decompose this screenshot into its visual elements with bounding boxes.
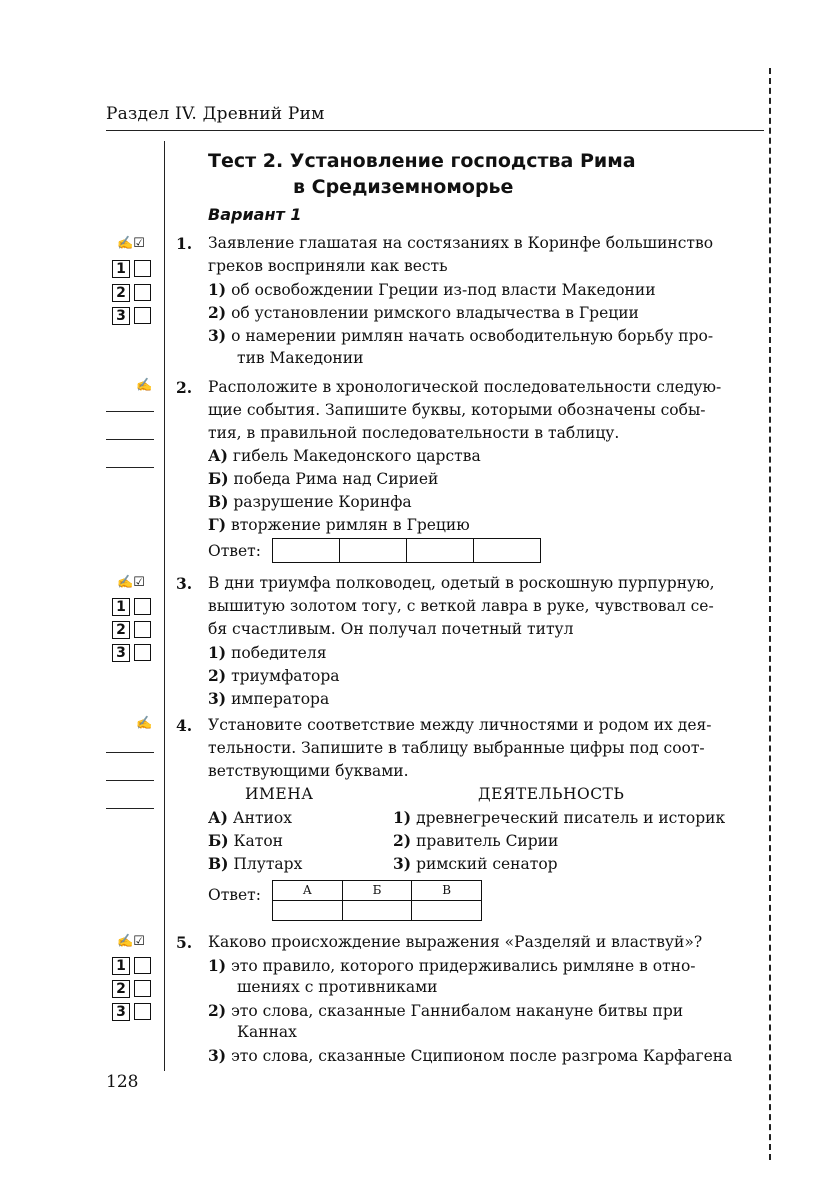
q2-text-line: щие события. Запишите буквы, которыми обозначены собы- (208, 401, 706, 419)
q2-answer-label: Ответ: (208, 542, 261, 560)
q4-answer-cell[interactable] (343, 901, 413, 920)
margin-divider (164, 141, 165, 1071)
q5-answer-number-2: 2 (112, 980, 130, 998)
q3-answer-number-3: 3 (112, 644, 130, 662)
q2-write-line-2[interactable] (106, 439, 154, 440)
q2-answer-cell[interactable] (474, 539, 540, 562)
q4-table-answer-row (273, 900, 481, 920)
q5-answer-number-3: 3 (112, 1003, 130, 1021)
q2-option-c: В) разрушение Коринфа (208, 492, 412, 511)
q5-number: 5. (176, 933, 193, 952)
title-line-2: в Средиземноморье (293, 176, 514, 198)
q2-answer-cell[interactable] (407, 539, 474, 562)
q4-name-c: В) Плутарх (208, 854, 303, 873)
q1-answer-checkbox-3[interactable] (134, 307, 151, 324)
q3-answer-checkbox-1[interactable] (134, 598, 151, 615)
q4-answer-cell[interactable] (412, 901, 481, 920)
q4-table-header: В (442, 883, 452, 897)
q4-name-b: Б) Катон (208, 831, 284, 850)
q5-answer-number-1: 1 (112, 957, 130, 975)
pencil-icon: ✍ (136, 378, 153, 393)
q4-text-line: Установите соответствие между личностями и родом их дея- (208, 716, 712, 734)
q1-option-3-cont: тив Македонии (237, 349, 364, 367)
q4-table-header-row (273, 881, 481, 900)
q5-option-1-cont: шениях с противниками (237, 978, 438, 996)
q2-answer-table (272, 538, 541, 563)
q2-text-line: Расположите в хронологической последовательности следую- (208, 378, 722, 396)
section-header: Раздел IV. Древний Рим (106, 104, 325, 124)
pencil-icon: ✍ (117, 236, 134, 251)
q4-write-line-1[interactable] (106, 752, 154, 753)
header-divider (106, 130, 764, 131)
variant-label: Вариант 1 (208, 205, 302, 224)
q3-text-line: бя счастливым. Он получал почетный титул (208, 620, 574, 638)
title-line-1: Тест 2. Установление господства Рима (208, 150, 636, 172)
checkbox-icon: ☑ (133, 934, 145, 949)
q4-name-a: А) Антиох (208, 808, 292, 827)
q5-option-3: 3) это слова, сказанные Сципионом после разгрома Карфагена (208, 1046, 733, 1065)
q4-activity-3: 3) римский сенатор (393, 854, 558, 873)
q1-answer-number-1: 1 (112, 260, 130, 278)
q3-answer-checkbox-2[interactable] (134, 621, 151, 638)
q2-option-d: Г) вторжение римлян в Грецию (208, 515, 470, 534)
q3-text-line: вышитую золотом тогу, с веткой лавра в руке, чувствовал се- (208, 597, 714, 615)
q3-option-3: 3) императора (208, 689, 330, 708)
q2-write-line-1[interactable] (106, 411, 154, 412)
page-number: 128 (106, 1072, 139, 1092)
q4-activity-2: 2) правитель Сирии (393, 831, 559, 850)
q1-option-2: 2) об установлении римского владычества в Греции (208, 303, 639, 322)
q1-number: 1. (176, 234, 193, 253)
q5-answer-checkbox-1[interactable] (134, 957, 151, 974)
pencil-icon: ✍ (117, 575, 134, 590)
q4-table-header: Б (343, 881, 413, 900)
q4-activity-1: 1) древнегреческий писатель и историк (393, 808, 726, 827)
checkbox-icon: ☑ (133, 575, 145, 590)
q4-text-line: тельности. Запишите в таблицу выбранные цифры под соот- (208, 739, 705, 757)
q1-answer-checkbox-1[interactable] (134, 260, 151, 277)
q4-write-line-3[interactable] (106, 808, 154, 809)
q3-answer-number-2: 2 (112, 621, 130, 639)
q5-option-1: 1) это правило, которого придерживались римляне в отно- (208, 956, 696, 975)
q2-option-b: Б) победа Рима над Сирией (208, 469, 439, 488)
q3-answer-number-1: 1 (112, 598, 130, 616)
q2-text-line: тия, в правильной последовательности в таблицу. (208, 424, 620, 442)
q2-number: 2. (176, 378, 193, 397)
pencil-icon: ✍ (117, 934, 134, 949)
cut-line (769, 68, 771, 1160)
q2-option-a: А) гибель Македонского царства (208, 446, 481, 465)
q5-answer-checkbox-3[interactable] (134, 1003, 151, 1020)
q4-text-line: ветствующими буквами. (208, 762, 409, 780)
q3-option-1: 1) победителя (208, 643, 327, 662)
q4-answer-label: Ответ: (208, 886, 261, 904)
q3-text-line: В дни триумфа полководец, одетый в роскошную пурпурную, (208, 574, 715, 592)
q5-option-2: 2) это слова, сказанные Ганнибалом накануне битвы при (208, 1001, 684, 1020)
q4-table-header: А (273, 881, 343, 900)
q4-names-header: ИМЕНА (245, 785, 314, 803)
q4-number: 4. (176, 716, 193, 735)
checkbox-icon: ☑ (133, 236, 145, 251)
pencil-icon: ✍ (136, 716, 153, 731)
q3-answer-checkbox-3[interactable] (134, 644, 151, 661)
q1-answer-checkbox-2[interactable] (134, 284, 151, 301)
q4-write-line-2[interactable] (106, 780, 154, 781)
q4-answer-cell[interactable] (273, 901, 343, 920)
q1-text-line: греков восприняли как весть (208, 257, 448, 275)
q1-option-3: 3) о намерении римлян начать освободительную борьбу про- (208, 326, 714, 345)
q1-marks (117, 236, 145, 251)
q4-activity-header: ДЕЯТЕЛЬНОСТЬ (478, 785, 625, 803)
q2-answer-cell[interactable] (273, 539, 340, 562)
q3-number: 3. (176, 574, 193, 593)
q2-write-line-3[interactable] (106, 467, 154, 468)
q2-answer-cell[interactable] (340, 539, 407, 562)
q4-answer-table (272, 880, 482, 921)
q5-marks (117, 934, 145, 949)
q3-option-2: 2) триумфатора (208, 666, 340, 685)
q1-answer-number-2: 2 (112, 284, 130, 302)
q5-option-2-cont: Каннах (237, 1023, 297, 1041)
q1-answer-number-3: 3 (112, 307, 130, 325)
q5-answer-checkbox-2[interactable] (134, 980, 151, 997)
q5-text-line: Каково происхождение выражения «Разделяй и властвуй»? (208, 933, 703, 951)
q1-option-1: 1) об освобождении Греции из-под власти Македонии (208, 280, 656, 299)
q3-marks (117, 575, 145, 590)
page-title (208, 148, 636, 200)
q1-text-line: Заявление глашатая на состязаниях в Коринфе большинство (208, 234, 714, 252)
